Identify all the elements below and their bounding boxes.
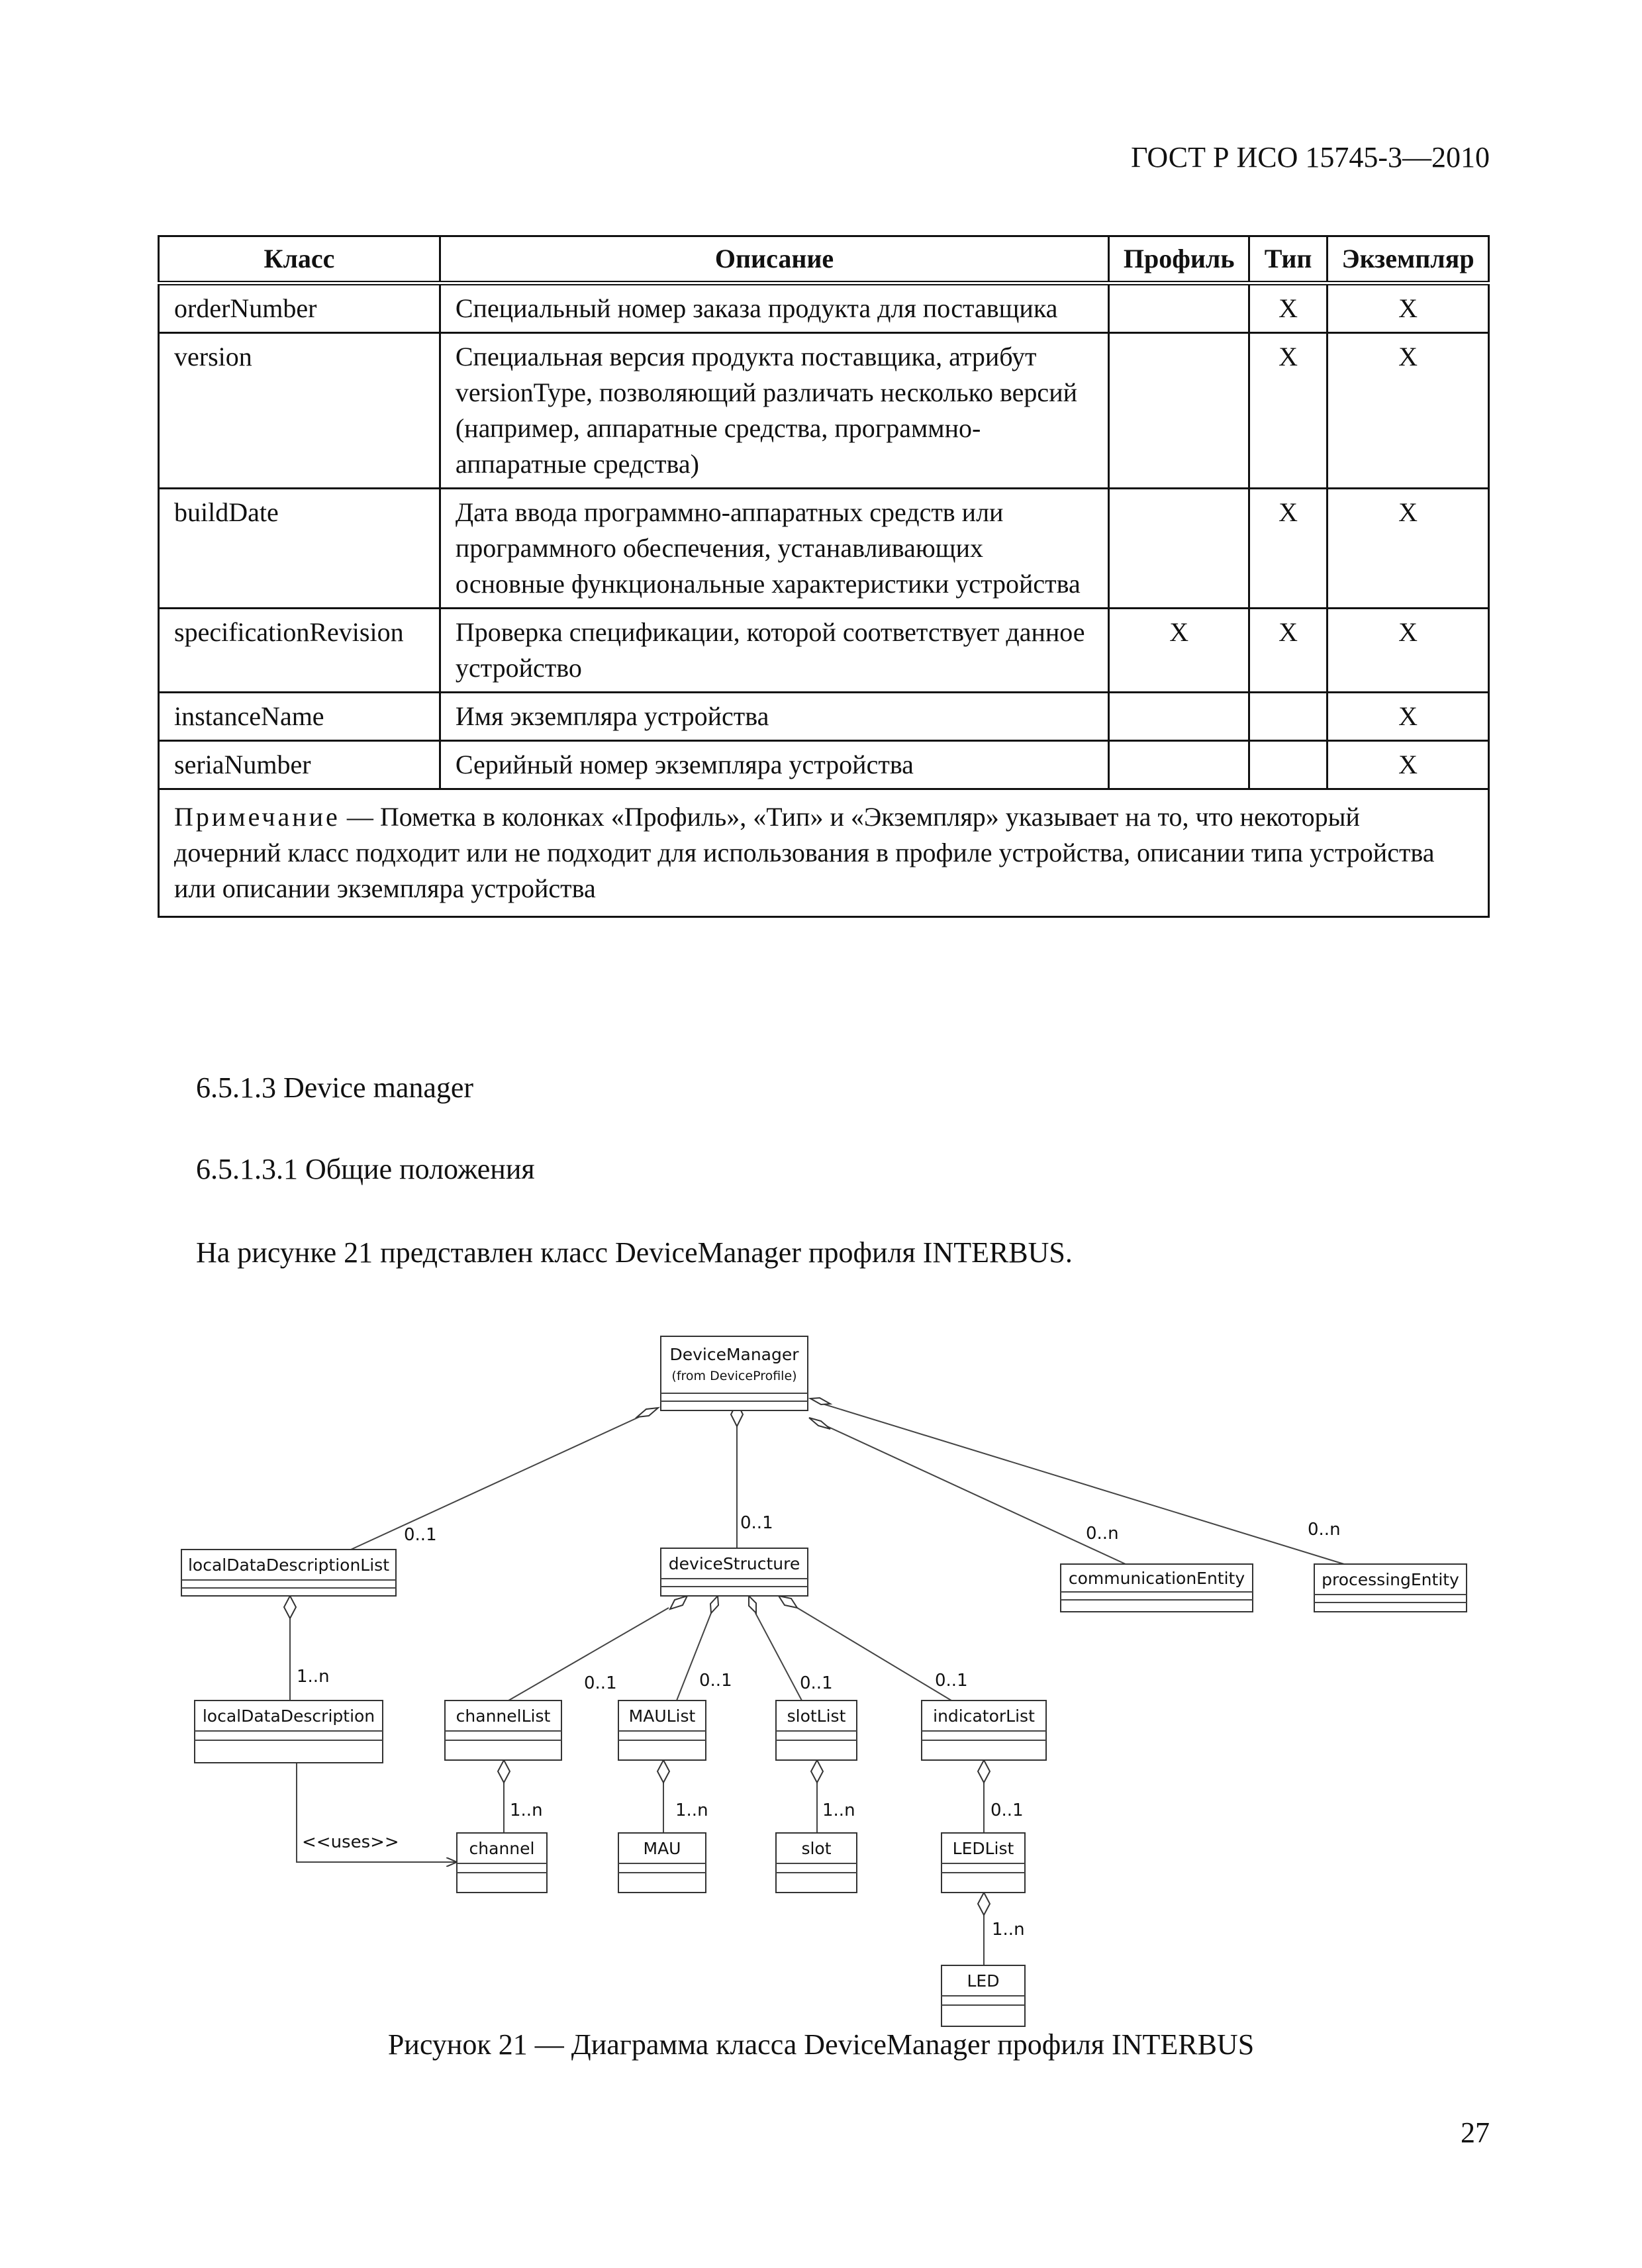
cell-type: X xyxy=(1249,489,1328,609)
col-header-description: Описание xyxy=(440,236,1108,283)
cell-instance: X xyxy=(1328,609,1489,693)
cell-type: X xyxy=(1249,609,1328,693)
col-header-profile: Профиль xyxy=(1109,236,1249,283)
mult-label: 0..n xyxy=(1308,1520,1341,1540)
class-mau-list xyxy=(618,1701,706,1760)
class-name: LEDList xyxy=(952,1839,1014,1858)
cell-instance: X xyxy=(1328,489,1489,609)
class-led-list xyxy=(942,1833,1025,1893)
cell-description: Имя экземпляра устройства xyxy=(440,693,1108,741)
note-label: Примечание xyxy=(174,802,340,832)
cell-type: X xyxy=(1249,283,1328,333)
page-number: 27 xyxy=(1461,2116,1490,2149)
col-header-class: Класс xyxy=(159,236,440,283)
class-slot xyxy=(776,1833,857,1893)
class-name: deviceStructure xyxy=(668,1554,800,1573)
cell-instance: X xyxy=(1328,283,1489,333)
class-name: channelList xyxy=(456,1706,551,1726)
standard-header: ГОСТ Р ИСО 15745-3—2010 xyxy=(1131,141,1490,173)
diamond xyxy=(637,1408,658,1417)
cell-description: Специальная версия продукта поставщика, атрибут versionType, позволяющий различать несколько версий (например, аппаратные средства, программно-аппаратные средства) xyxy=(440,333,1108,489)
cell-instance: X xyxy=(1328,333,1489,489)
mult-label: 0..1 xyxy=(990,1800,1024,1820)
cell-description: Дата ввода программно-аппаратных средств или программного обеспечения, устанавливающих основные функциональные характеристики устройства xyxy=(440,489,1108,609)
class-device-structure xyxy=(661,1548,808,1596)
mult-label: 0..1 xyxy=(935,1671,968,1691)
cell-class: seriaNumber xyxy=(159,741,440,789)
mult-label: 1..n xyxy=(822,1800,855,1820)
class-name: MAUList xyxy=(628,1706,696,1726)
class-name: localDataDescriptionList xyxy=(187,1555,390,1575)
mult-label: 0..1 xyxy=(699,1671,732,1691)
class-name: slotList xyxy=(787,1706,846,1726)
cell-instance: X xyxy=(1328,741,1489,789)
intro-paragraph: На рисунке 21 представлен класс DeviceManager профиля INTERBUS. xyxy=(196,1236,1073,1269)
class-name: MAU xyxy=(643,1839,681,1858)
class-channel xyxy=(457,1833,547,1893)
class-name: indicatorList xyxy=(933,1706,1035,1726)
class-name: processingEntity xyxy=(1322,1570,1459,1589)
cell-description: Серийный номер экземпляра устройства xyxy=(440,741,1108,789)
cell-class: specificationRevision xyxy=(159,609,440,693)
mult-label: 1..n xyxy=(297,1667,330,1687)
col-header-type: Тип xyxy=(1249,236,1328,283)
mult-label: 1..n xyxy=(510,1800,543,1820)
figure-caption: Рисунок 21 — Диаграмма класса DeviceManager профиля INTERBUS xyxy=(387,2028,1255,2061)
class-processing-entity xyxy=(1314,1564,1467,1612)
cell-class: orderNumber xyxy=(159,283,440,333)
cell-instance: X xyxy=(1328,693,1489,741)
mult-label: 0..1 xyxy=(404,1525,437,1545)
subsection-heading: 6.5.1.3.1 Общие положения xyxy=(196,1153,535,1185)
class-mau xyxy=(618,1833,706,1893)
note-text: — Пометка в колонках «Профиль», «Тип» и «Экземпляр» указывает на то, что некоторый дочерний класс подходит или не подходит для использования в профиле устройства, описании типа устройства или описании экземпляра устройства xyxy=(174,802,1435,903)
section-heading: 6.5.1.3 Device manager xyxy=(196,1071,474,1104)
col-header-instance: Экземпляр xyxy=(1328,236,1489,283)
cell-profile: X xyxy=(1109,609,1249,693)
class-local-data-description xyxy=(195,1701,383,1763)
mult-label: 0..1 xyxy=(740,1513,773,1533)
class-led xyxy=(942,1965,1025,2026)
cell-class: instanceName xyxy=(159,693,440,741)
cell-description: Проверка спецификации, которой соответствует данное устройство xyxy=(440,609,1108,693)
class-slot-list xyxy=(776,1701,857,1760)
class-package: (from DeviceProfile) xyxy=(671,1369,797,1383)
class-communication-entity xyxy=(1061,1564,1253,1612)
cell-description: Специальный номер заказа продукта для поставщика xyxy=(440,283,1108,333)
class-name: localDataDescription xyxy=(202,1706,375,1726)
cell-type: X xyxy=(1249,333,1328,489)
class-name: LED xyxy=(967,1971,1000,1991)
class-device-manager xyxy=(661,1336,808,1410)
class-name: slot xyxy=(801,1839,832,1858)
cell-class: buildDate xyxy=(159,489,440,609)
mult-label: 1..n xyxy=(992,1920,1025,1940)
uses-stereotype: <<uses>> xyxy=(302,1832,399,1852)
mult-label: 0..n xyxy=(1086,1524,1119,1544)
cell-class: version xyxy=(159,333,440,489)
mult-label: 1..n xyxy=(675,1800,708,1820)
class-name: communicationEntity xyxy=(1068,1569,1245,1588)
class-indicator-list xyxy=(922,1701,1046,1760)
mult-label: 0..1 xyxy=(584,1673,617,1693)
class-local-data-description-list xyxy=(181,1550,396,1596)
mult-label: 0..1 xyxy=(800,1673,833,1693)
class-name: DeviceManager xyxy=(669,1345,799,1364)
class-name: channel xyxy=(469,1839,535,1858)
class-channel-list xyxy=(445,1701,561,1760)
